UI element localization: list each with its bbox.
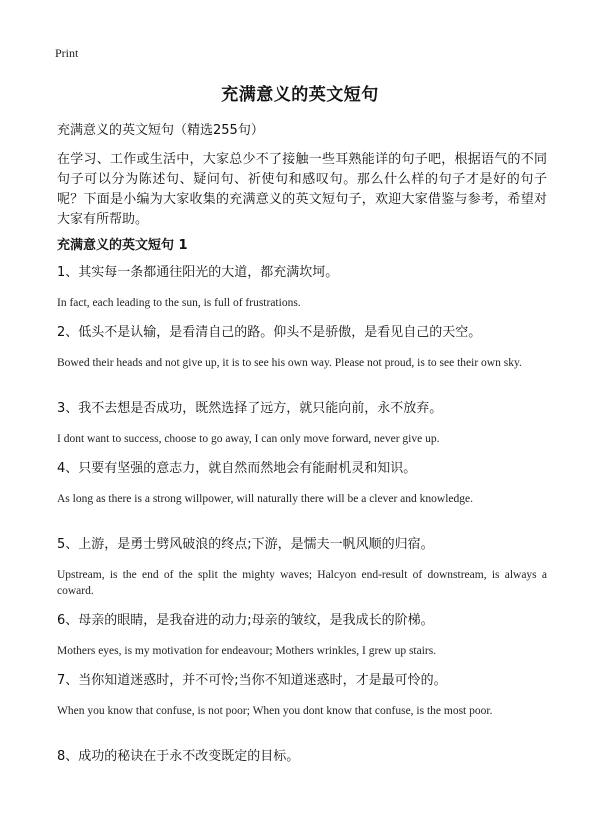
english-sentence: Mothers eyes, is my motivation for endeavour; Mothers wrinkles, I grew up stairs.: [57, 645, 437, 657]
chinese-sentence: 7、当你知道迷惑时，并不可怜;当你不知道迷惑时，才是最可怜的。: [57, 673, 447, 688]
list-item: [57, 399, 547, 459]
chinese-sentence: 1、其实每一条都通往阳光的大道，都充满坎坷。: [57, 265, 339, 280]
list-item: [57, 671, 547, 747]
list-item: [57, 611, 547, 671]
english-sentence: In fact, each leading to the sun, is full of frustrations.: [57, 297, 301, 309]
chinese-sentence: 5、上游，是勇士劈风破浪的终点;下游，是懦夫一帆风顺的归宿。: [57, 537, 434, 552]
list-item: [57, 747, 547, 767]
intro-paragraph: 在学习、工作或生活中，大家总少不了接触一些耳熟能详的句子吧，根据语气的不同句子可以分为陈述句、疑问句、祈使句和感叹句。那么什么样的句子才是好的句子呢？下面是小编为大家收集的充满意义的英文短句子，欢迎大家借鉴与参考，希望对大家有所帮助。: [57, 152, 547, 227]
english-sentence: As long as there is a strong willpower, will naturally there will be a clever and knowledge.: [57, 493, 473, 505]
chinese-sentence: 6、母亲的眼睛，是我奋进的动力;母亲的皱纹，是我成长的阶梯。: [57, 613, 434, 628]
english-sentence: Upstream, is the end of the split the mighty waves; Halcyon end-result of downstream, is always a coward.: [57, 569, 547, 597]
chinese-sentence: 8、成功的秘诀在于永不改变既定的目标。: [57, 749, 300, 764]
chinese-sentence: 2、低头不是认输，是看清自己的路。仰头不是骄傲，是看见自己的天空。: [57, 325, 482, 340]
chinese-sentence: 3、我不去想是否成功，既然选择了远方，就只能向前，永不放弃。: [57, 401, 443, 416]
page-title: 充满意义的英文短句: [221, 85, 379, 105]
list-item: [57, 459, 547, 535]
english-sentence: I dont want to success, choose to go away, I can only move forward, never give up.: [57, 433, 440, 445]
chinese-sentence: 4、只要有坚强的意志力，就自然而然地会有能耐机灵和知识。: [57, 461, 417, 476]
english-sentence: When you know that confuse, is not poor; When you dont know that confuse, is the most poor.: [57, 705, 493, 717]
sentence-list: [57, 263, 547, 767]
section-heading: 充满意义的英文短句 1: [57, 238, 188, 253]
document-subtitle: 充满意义的英文短句（精选255句）: [57, 123, 264, 138]
english-sentence: Bowed their heads and not give up, it is to see his own way. Please not proud, is to see their own sky.: [57, 357, 522, 369]
list-item: [57, 323, 547, 399]
print-label[interactable]: Print: [55, 46, 79, 60]
list-item: [57, 535, 547, 611]
list-item: [57, 263, 547, 323]
